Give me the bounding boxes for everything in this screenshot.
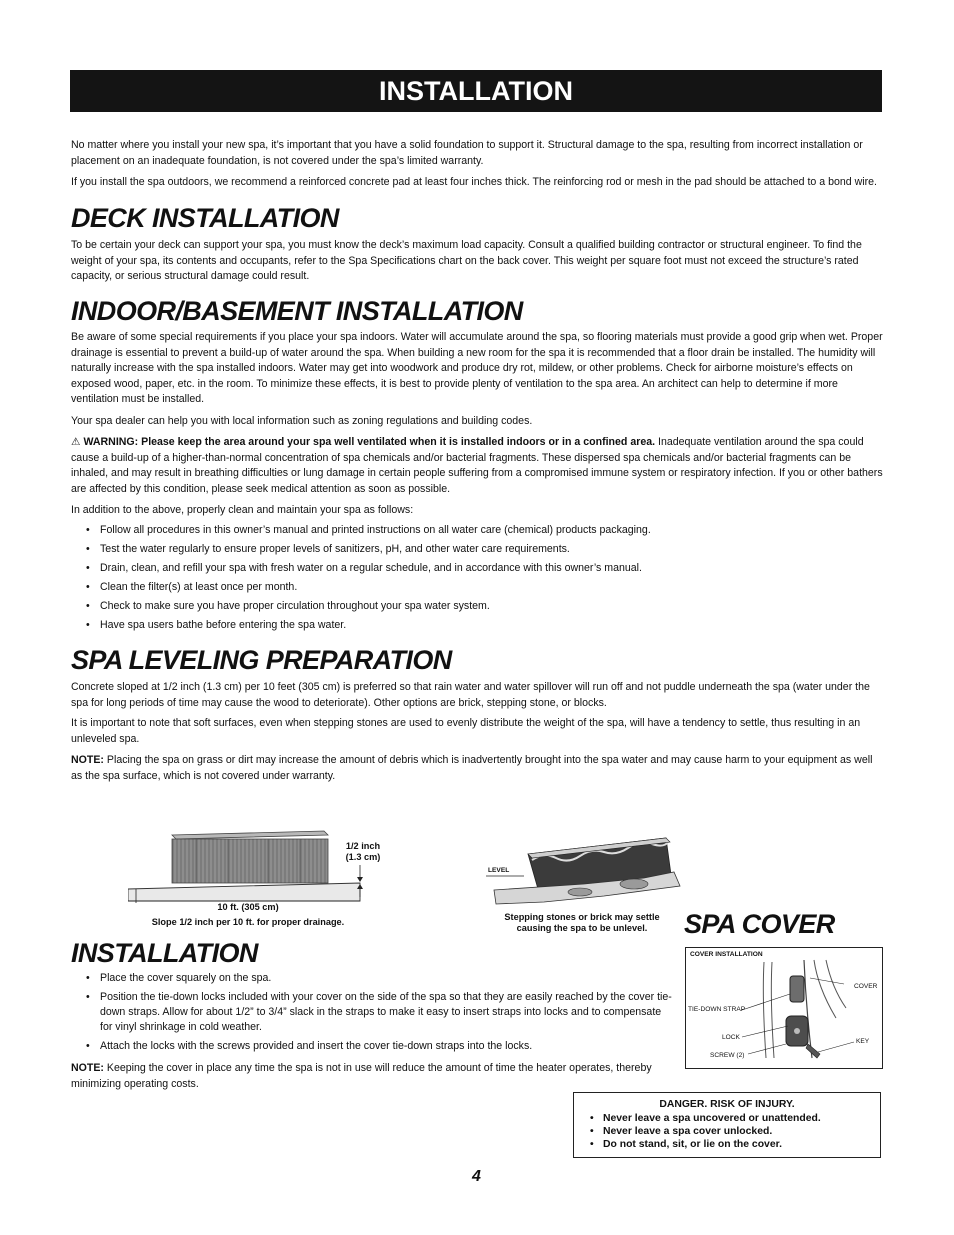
leveling-heading: SPA LEVELING PREPARATION xyxy=(71,645,452,675)
unlevel-diagram xyxy=(484,832,684,914)
deck-paragraph: To be certain your deck can support your spa, you must know the deck’s maximum load capacity. Consult a qualified building contractor or structural engineer. To find the weight of your spa, its contents and occupants, refer to the Spa Specifications chart on the back cover. This weight per square foot must not exceed the structure’s rated capacity, or serious structural damage could result. xyxy=(71,239,862,283)
danger-list xyxy=(590,1112,880,1151)
danger-title: DANGER. RISK OF INJURY. xyxy=(659,1099,795,1110)
unlevel-caption: Stepping stones or brick may settle causing the spa to be unlevel. xyxy=(504,912,660,933)
intro-paragraph-2: If you install the spa outdoors, we recommend a reinforced concrete pad at least four inches thick. The reinforcing rod or mesh in the pad should be attached to a bond wire. xyxy=(71,176,877,188)
key-label: KEY xyxy=(856,1038,870,1045)
list-item: • Check to make sure you have proper circulation throughout your spa water system. xyxy=(84,599,884,614)
level-label: LEVEL xyxy=(488,867,510,874)
page-banner: INSTALLATION xyxy=(70,70,882,112)
page-number: 4 xyxy=(472,1168,481,1185)
indoor-paragraph-1: Be aware of some special requirements if you place your spa indoors. Water will accumulate around the spa, so flooring materials must provide a good grip when wet. Proper drainage is essential to prevent a build-up of water around the spa. When building a new room for the spa it is recommended that a floor drain be installed. The humidity will naturally increase with the spa installed indoors. Water may get into woodwork and produce dry rot, mildew, or other problems. Check for airborne moisture’s effects on exposed wood, paper, etc. in the room. To minimize these effects, it is best to provide plenty of ventilation to the spa area. An architect can help to determine if more ventilation must be installed. xyxy=(71,331,883,406)
cover-install-list xyxy=(84,971,674,1058)
cover-note xyxy=(71,1061,675,1092)
cover-figure-title: COVER INSTALLATION xyxy=(690,951,763,958)
indoor-paragraph-2: Your spa dealer can help you with local information such as zoning regulations and building codes. xyxy=(71,415,533,427)
warning-paragraph xyxy=(71,435,883,497)
spa-cover-heading: SPA COVER xyxy=(684,909,835,939)
slope-inch-label: 1/2 inch (1.3 cm) xyxy=(345,841,381,862)
list-item: • Have spa users bathe before entering the spa water. xyxy=(84,618,884,633)
lock-label: LOCK xyxy=(722,1034,740,1041)
warning-text: Inadequate ventilation around the spa could cause a build-up of a higher-than-normal concentration of spa chemicals and/or bacterial fragments. These dispersed spa chemicals and/or bacterial fragments can be inhaled, and may result in breathing difficulties or lung damage in certain people suffering from a compromised immune system or respiratory infection. If you or other bathers are affected by this condition, please seek medical attention as soon as possible. xyxy=(71,436,883,495)
screw-label: SCREW (2) xyxy=(710,1052,745,1059)
danger-box xyxy=(573,1092,881,1158)
slope-length-label: 10 ft. (305 cm) xyxy=(217,902,279,912)
list-item: • Drain, clean, and refill your spa with fresh water on a regular schedule, and in accordance with this owner’s manual. xyxy=(84,561,884,576)
list-item: • Place the cover squarely on the spa. xyxy=(84,971,674,986)
deck-heading: DECK INSTALLATION xyxy=(71,203,339,233)
note-text: Keeping the cover in place any time the spa is not in use will reduce the amount of time the heater operates, thereby minimizing operating costs. xyxy=(71,1062,652,1090)
note-label: NOTE: xyxy=(71,754,104,766)
cover-installation-figure xyxy=(685,947,883,1069)
note-label: NOTE: xyxy=(71,1062,104,1074)
list-item: • Never leave a spa uncovered or unattended. xyxy=(590,1112,880,1125)
indoor-paragraph-3: In addition to the above, properly clean and maintain your spa as follows: xyxy=(71,504,414,516)
warning-bold-text: WARNING: Please keep the area around your spa well ventilated when it is installed indoors or in a confined area. xyxy=(83,436,656,448)
list-item: • Do not stand, sit, or lie on the cover. xyxy=(590,1138,880,1151)
warning-icon: ⚠ xyxy=(71,436,81,448)
indoor-heading: INDOOR/BASEMENT INSTALLATION xyxy=(71,296,523,326)
leveling-paragraph-2: It is important to note that soft surfaces, even when stepping stones are used to evenly distribute the weight of the spa, will have a tendency to settle, thus resulting in an unleveled spa. xyxy=(71,717,861,745)
leveling-paragraph-1: Concrete sloped at 1/2 inch (1.3 cm) per 10 feet (305 cm) is preferred so that rain water and water spillover will run off and not puddle underneath the spa (water under the spa for long periods of time may cause the wood to deteriorate). Other options are brick, stepping stone, or blocks. xyxy=(71,681,870,709)
list-item: • Follow all procedures in this owner’s manual and printed instructions on all water care (chemical) products packaging. xyxy=(84,523,884,538)
strap-label: TIE-DOWN STRAP xyxy=(688,1006,746,1013)
intro-paragraph-1: No matter where you install your new spa, it’s important that you have a solid foundation to support it. Structural damage to the spa, resulting from incorrect installation or placement on an inadequate foundation, is not covered under the spa’s limited warranty. xyxy=(71,139,863,167)
list-item: • Test the water regularly to ensure proper levels of sanitizers, pH, and other water care requirements. xyxy=(84,542,884,557)
list-item: • Attach the locks with the screws provided and insert the cover tie-down straps into the locks. xyxy=(84,1039,674,1054)
slope-caption: Slope 1/2 inch per 10 ft. for proper drainage. xyxy=(151,917,345,927)
cover-label: COVER xyxy=(854,983,878,990)
list-item: • Never leave a spa cover unlocked. xyxy=(590,1125,880,1138)
cover-install-heading: INSTALLATION xyxy=(71,938,258,968)
leveling-note xyxy=(71,753,883,784)
list-item: • Clean the filter(s) at least once per month. xyxy=(84,580,884,595)
list-item: • Position the tie-down locks included with your cover on the side of the spa so that they are easily reached by the cover tie-down straps. Allow for about 1/2” to 3/4” slack in the straps to make it easy to insert straps into locks and to compensate for vinyl shrinkage in cold weather. xyxy=(84,990,674,1035)
maintenance-list xyxy=(84,523,884,637)
note-text: Placing the spa on grass or dirt may increase the amount of debris which is inadvertently brought into the spa water and may cause harm to your equipment as well as the spa surface, which is not covered under warranty. xyxy=(71,754,873,782)
